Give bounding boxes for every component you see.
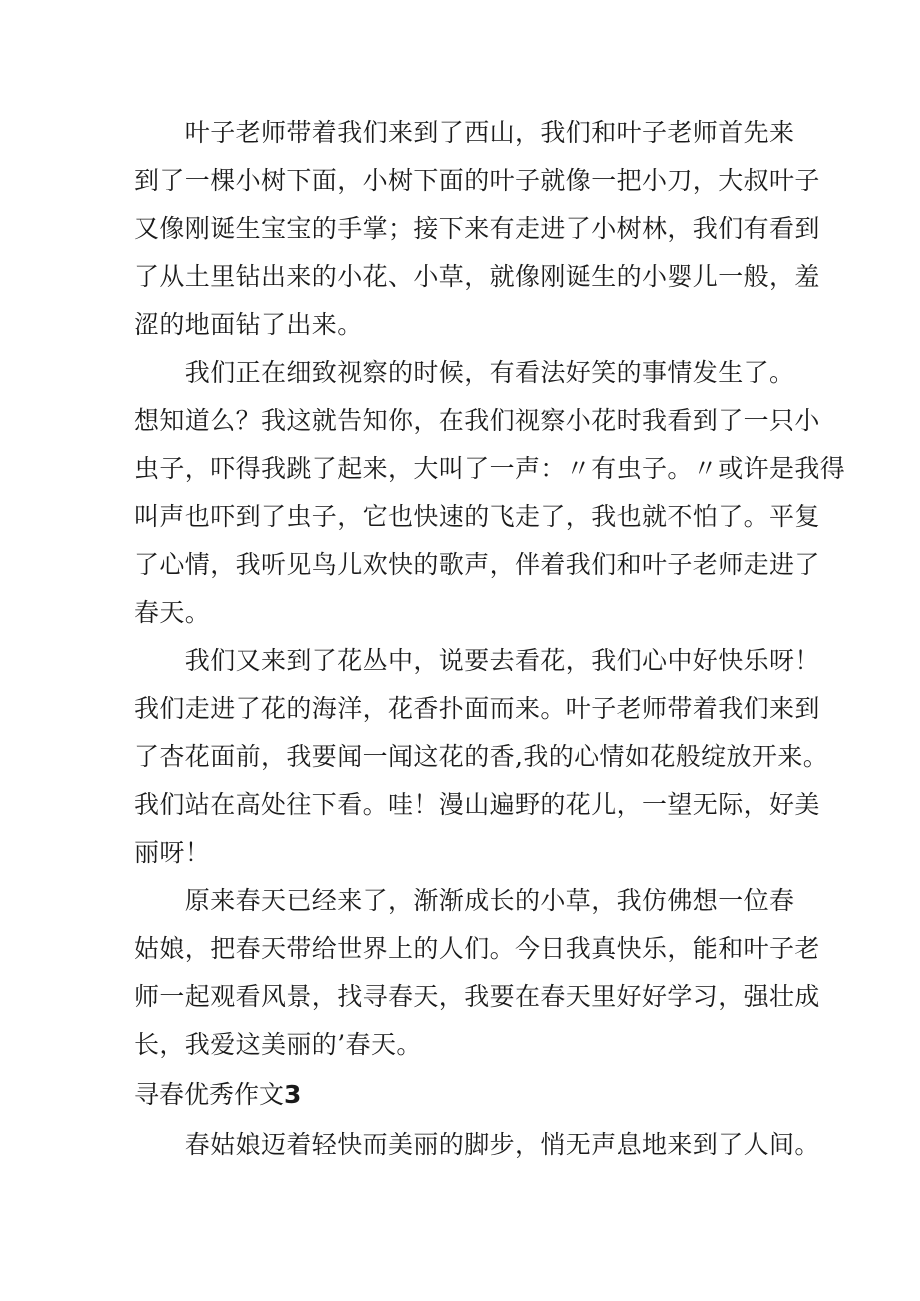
- paragraph-2-line-3: 虫子，吓得我跳了起来，大叫了一声：〃有虫子。〃或许是我得: [134, 454, 846, 483]
- paragraph-1-line-2: 到了一棵小树下面，小树下面的叶子就像一把小刀，大叔叶子: [134, 166, 820, 195]
- paragraph-3-line-4: 我们站在高处往下看。哇！漫山遍野的花儿，一望无际，好美: [134, 790, 820, 819]
- paragraph-2-line-1: 我们正在细致视察的时候，有看法好笑的事情发生了。: [134, 358, 795, 387]
- paragraph-2-line-5: 了心情，我听见鸟儿欢快的歌声，伴着我们和叶子老师走进了: [134, 550, 820, 579]
- heading-text: 寻春优秀作文: [134, 1080, 285, 1109]
- section-heading: [134, 1080, 301, 1110]
- paragraph-1-line-1: 叶子老师带着我们来到了西山，我们和叶子老师首先来: [134, 118, 795, 147]
- paragraph-1-line-5: 涩的地面钻了出来。: [134, 310, 363, 339]
- paragraph-3-line-5: 丽呀！: [134, 838, 211, 867]
- paragraph-4-line-2: 姑娘，把春天带给世界上的人们。今日我真快乐，能和叶子老: [134, 934, 820, 963]
- paragraph-4-line-4: 长，我爱这美丽的’春天。: [134, 1030, 422, 1059]
- paragraph-4-line-1: 原来春天已经来了，渐渐成长的小草，我仿佛想一位春: [134, 886, 795, 915]
- heading-number: 3: [284, 1080, 302, 1109]
- paragraph-5-line-1: 春姑娘迈着轻快而美丽的脚步，悄无声息地来到了人间。: [134, 1130, 820, 1159]
- paragraph-3-line-1: 我们又来到了花丛中，说要去看花，我们心中好快乐呀！: [134, 646, 820, 675]
- paragraph-1-line-4: 了从土里钻出来的小花、小草，就像刚诞生的小婴儿一般，羞: [134, 262, 820, 291]
- paragraph-2-line-4: 叫声也吓到了虫子，它也快速的飞走了，我也就不怕了。平复: [134, 502, 820, 531]
- paragraph-1-line-3: 又像刚诞生宝宝的手掌；接下来有走进了小树林，我们有看到: [134, 214, 820, 243]
- paragraph-2-line-2: 想知道么？我这就告知你，在我们视察小花时我看到了一只小: [134, 406, 820, 435]
- paragraph-4-line-3: 师一起观看风景，找寻春天，我要在春天里好好学习，强壮成: [134, 982, 820, 1011]
- paragraph-3-line-3: 了杏花面前，我要闻一闻这花的香,我的心情如花般绽放开来。: [134, 742, 829, 771]
- paragraph-2-line-6: 春天。: [134, 598, 211, 627]
- paragraph-3-line-2: 我们走进了花的海洋，花香扑面而来。叶子老师带着我们来到: [134, 694, 820, 723]
